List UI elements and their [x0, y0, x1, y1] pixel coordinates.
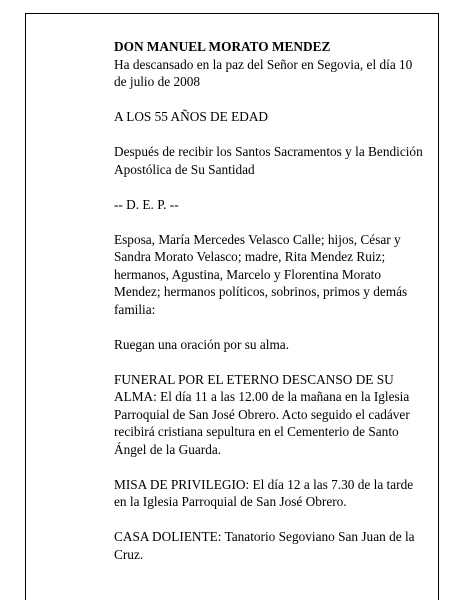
frame-top-border [25, 13, 439, 14]
mass-details: MISA DE PRIVILEGIO: El día 12 a las 7.30 de la tarde en la Iglesia Parroquial de San José Obrero. [114, 476, 414, 509]
obituary-notice [114, 38, 424, 581]
deceased-name: DON MANUEL MORATO MENDEZ [114, 39, 331, 54]
family-list: Esposa, María Mercedes Velasco Calle; hijos, César y Sandra Morato Velasco; madre, Rita Mendez Ruiz; hermanos, Agustina, Marcelo y Florentina Morato Mendez; hermanos políticos, sobrinos, primos y demás familia: [114, 231, 408, 317]
mourning-house: CASA DOLIENTE: Tanatorio Segoviano San Juan de la Cruz. [114, 529, 415, 562]
frame-right-border [438, 13, 439, 600]
age-statement: A LOS 55 AÑOS DE EDAD [114, 109, 269, 124]
rest-statement: Ha descansado en la paz del Señor en Segovia, el día 10 de julio de 2008 [114, 56, 413, 89]
funeral-details: FUNERAL POR EL ETERNO DESCANSO DE SU ALMA: El día 11 a las 12.00 de la mañana en la Iglesia Parroquial de San José Obrero. Acto seguido el cadáver recibirá cristiana sepultura en el Cementerio de Santo Ángel de la Guarda. [114, 371, 410, 457]
prayer-request: Ruegan una oración por su alma. [114, 336, 290, 352]
dep-line: -- D. E. P. -- [114, 196, 179, 212]
sacraments-statement: Después de recibir los Santos Sacramentos y la Bendición Apostólica de Su Santidad [114, 144, 423, 177]
frame-left-border [25, 13, 26, 600]
